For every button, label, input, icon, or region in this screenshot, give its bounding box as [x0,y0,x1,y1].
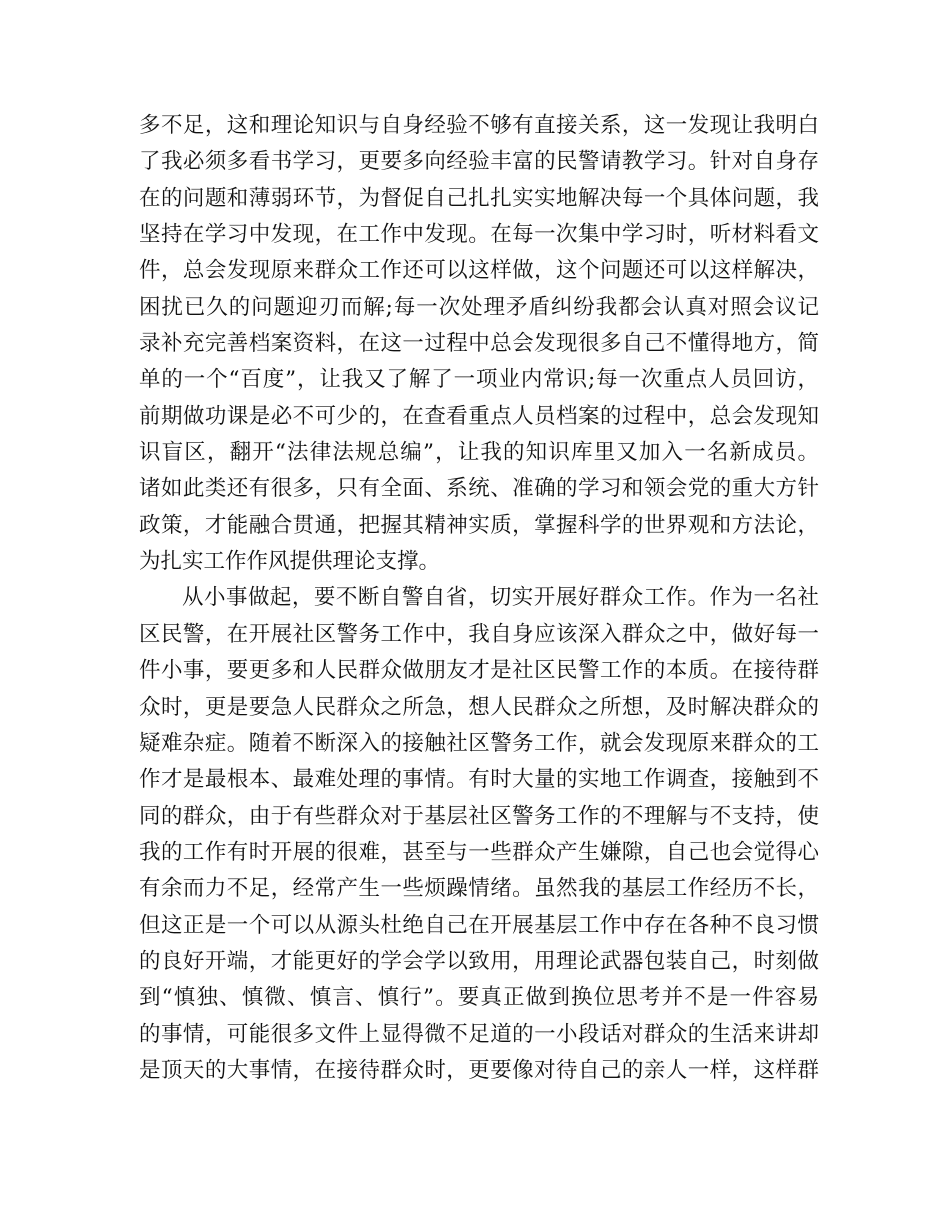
text-line: 但这正是一个可以从源头杜绝自己在开展基层工作中存在各种不良习惯 [139,912,819,938]
text-line: 前期做功课是必不可少的，在查看重点人员档案的过程中，总会发现知 [139,403,819,429]
text-line: 件小事，要更多和人民群众做朋友才是社区民警工作的本质。在接待群 [139,658,819,684]
text-line: 件，总会发现原来群众工作还可以这样做，这个问题还可以这样解决， [139,258,819,284]
text-line: 困扰已久的问题迎刃而解;每一次处理矛盾纠纷我都会认真对照会议记 [139,294,819,320]
text-line: 在的问题和薄弱环节，为督促自己扎扎实实地解决每一个具体问题，我 [139,185,819,211]
text-line: 同的群众，由于有些群众对于基层社区警务工作的不理解与不支持，使 [139,803,819,829]
text-line: 单的一个“百度”，让我又了解了一项业内常识;每一次重点人员回访， [139,367,819,393]
text-line: 识盲区，翻开“法律法规总编”，让我的知识库里又加入一名新成员。 [139,440,819,466]
text-line: 坚持在学习中发现，在工作中发现。在每一次集中学习时，听材料看文 [139,222,819,248]
text-line: 疑难杂症。随着不断深入的接触社区警务工作，就会发现原来群众的工 [139,730,819,756]
paragraph [139,580,819,1089]
text-line: 区民警，在开展社区警务工作中，我自身应该深入群众之中，做好每一 [139,621,819,647]
text-line: 了我必须多看书学习，更要多向经验丰富的民警请教学习。针对自身存 [139,149,819,175]
text-line: 到“慎独、慎微、慎言、慎行”。要真正做到换位思考并不是一件容易 [139,985,819,1011]
text-line: 的良好开端，才能更好的学会学以致用，用理论武器包装自己，时刻做 [139,948,819,974]
text-line: 从小事做起，要不断自警自省，切实开展好群众工作。作为一名社 [182,585,819,611]
text-line: 是顶天的大事情，在接待群众时，更要像对待自己的亲人一样，这样群 [139,1057,819,1083]
document-body [139,108,819,1089]
text-line: 有余而力不足，经常产生一些烦躁情绪。虽然我的基层工作经历不长， [139,876,819,902]
text-line: 我的工作有时开展的很难，甚至与一些群众产生嫌隙，自己也会觉得心 [139,839,819,865]
text-line: 的事情，可能很多文件上显得微不足道的一小段话对群众的生活来讲却 [139,1021,819,1047]
text-line: 多不足，这和理论知识与自身经验不够有直接关系，这一发现让我明白 [139,113,819,138]
text-line: 录补充完善档案资料，在这一过程中总会发现很多自己不懂得地方，简 [139,331,819,357]
paragraph [139,108,819,580]
text-line: 政策，才能融合贯通，把握其精神实质，掌握科学的世界观和方法论， [139,512,819,538]
text-line: 众时，更是要急人民群众之所急，想人民群众之所想，及时解决群众的 [139,694,819,720]
text-line: 作才是最根本、最难处理的事情。有时大量的实地工作调查，接触到不 [139,767,819,793]
text-line: 为扎实工作作风提供理论支撑。 [139,549,441,575]
text-line: 诸如此类还有很多，只有全面、系统、准确的学习和领会党的重大方针 [139,476,819,502]
